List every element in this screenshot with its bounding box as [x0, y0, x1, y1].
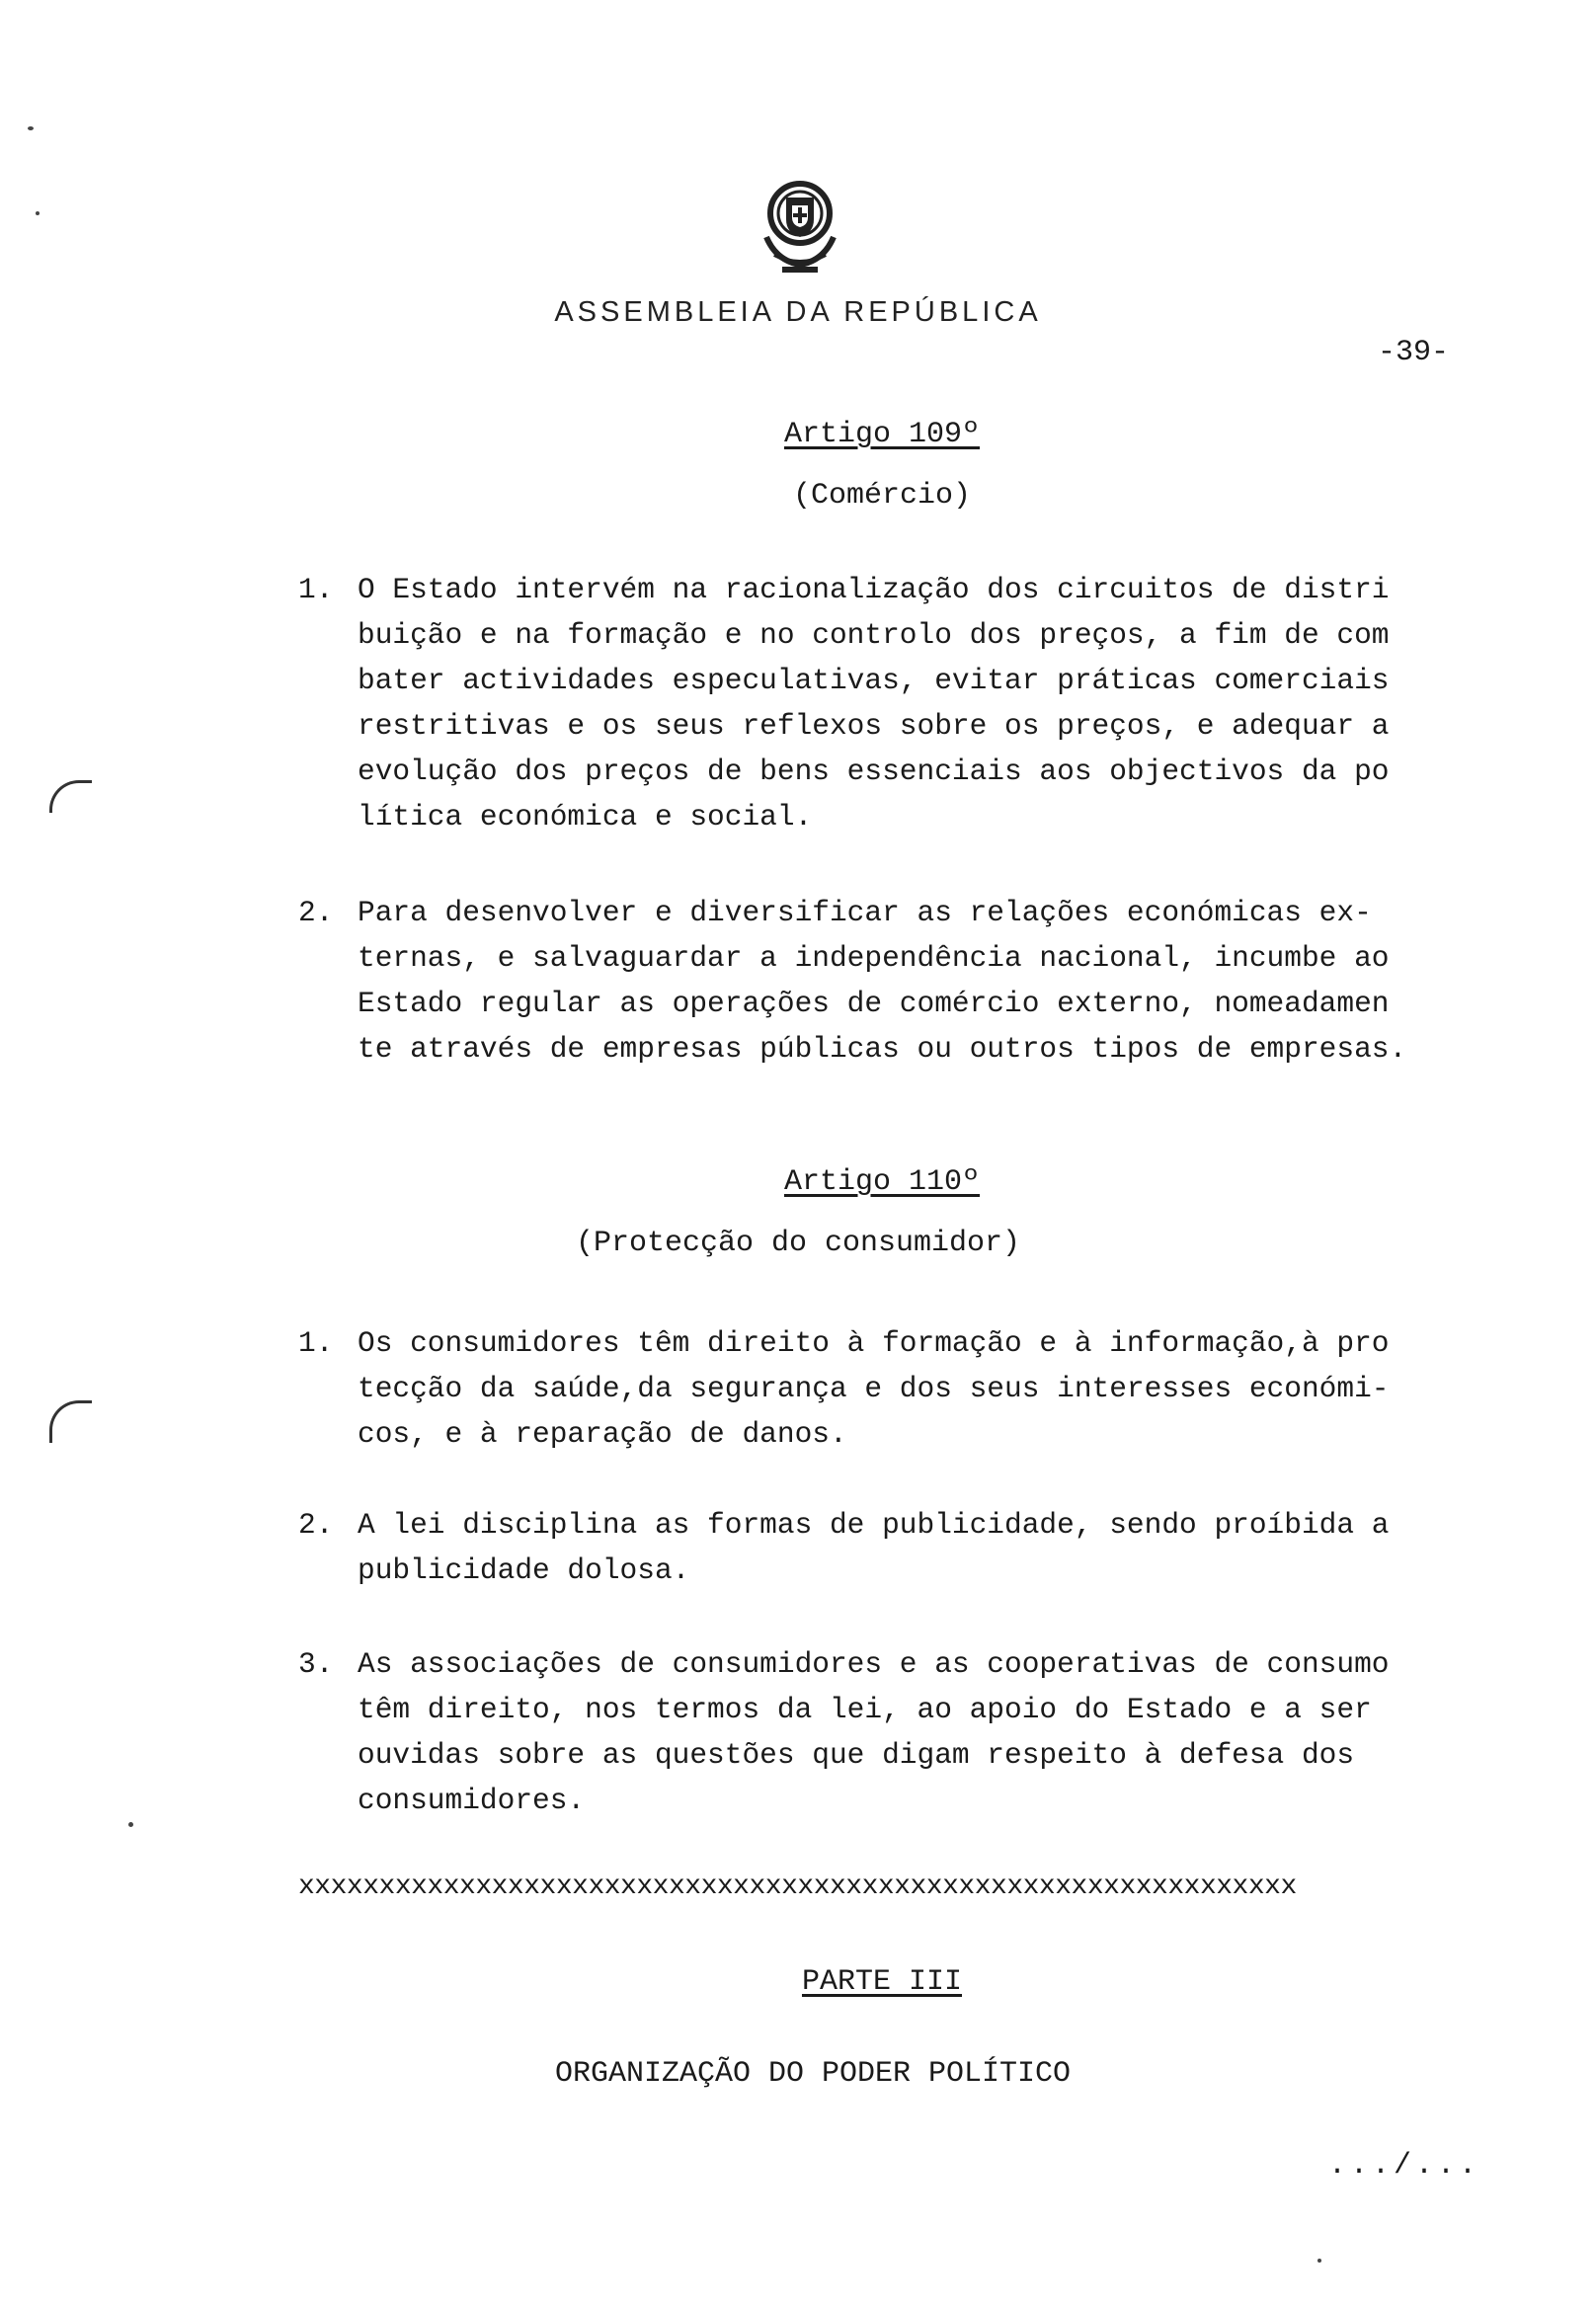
margin-bracket — [49, 1400, 92, 1443]
scan-speck — [1317, 2259, 1321, 2263]
paragraph-line: A lei disciplina as formas de publicidade, sendo proíbida a — [358, 1508, 1390, 1542]
paragraph-line: bater actividades especulativas, evitar práticas comerciais — [358, 664, 1390, 697]
part-title: PARTE III — [801, 1965, 963, 1999]
separator-line: xxxxxxxxxxxxxxxxxxxxxxxxxxxxxxxxxxxxxxxxxxxxxxxxxxxxxxxxxxxxxx — [298, 1871, 1297, 1902]
article-109-title: Artigo 109º — [783, 418, 981, 451]
article-109-subtitle: (Comércio) — [792, 479, 972, 513]
paragraph-line: têm direito, nos termos da lei, ao apoio do Estado e a ser — [358, 1693, 1372, 1726]
article-109-paragraph-1: 1. O Estado intervém na racionalização dos circuitos de distri buição e na formação e no controlo dos preços, a fim de com bater actividades especulativas, evitar práticas comerciais restritivas e os seus reflexos sobre os preços, e adequar a evolução dos preços de bens essenciais aos objectivos da po lítica económica e social. — [298, 567, 1483, 839]
continuation-mark: .../... — [1328, 2149, 1481, 2183]
paragraph-line: consumidores. — [358, 1784, 586, 1817]
scan-speck — [28, 126, 34, 130]
paragraph-line: restritivas e os seus reflexos sobre os preços, e adequar a — [358, 709, 1390, 743]
part-subtitle: ORGANIZAÇÃO DO PODER POLÍTICO — [554, 2057, 1072, 2091]
armillary-shield-icon — [753, 176, 847, 282]
paragraph-line: cos, e à reparação de danos. — [358, 1417, 847, 1451]
paragraph-line: evolução dos preços de bens essenciais aos objectivos da po — [358, 755, 1390, 788]
coat-of-arms-emblem — [753, 176, 847, 282]
institution-name: ASSEMBLEIA DA REPÚBLICA — [554, 296, 1042, 328]
paragraph-line: lítica económica e social. — [358, 800, 813, 834]
paragraph-line: publicidade dolosa. — [358, 1553, 690, 1587]
article-110-paragraph-3: 3. As associações de consumidores e as cooperativas de consumo têm direito, nos termos da lei, ao apoio do Estado e a ser ouvidas sobre as questões que digam respeito à defesa dos consumidores. — [298, 1641, 1483, 1823]
paragraph-line: Para desenvolver e diversificar as relações económicas ex- — [358, 896, 1372, 929]
paragraph-line: tecção da saúde,da segurança e dos seus interesses económi- — [358, 1372, 1390, 1405]
article-110-title: Artigo 110º — [783, 1165, 981, 1199]
paragraph-line: O Estado intervém na racionalização dos circuitos de distri — [358, 573, 1390, 606]
scan-speck — [36, 211, 40, 215]
paragraph-line: As associações de consumidores e as cooperativas de consumo — [358, 1647, 1390, 1681]
paragraph-line: buição e na formação e no controlo dos preços, a fim de com — [358, 618, 1390, 652]
page-number: -39- — [1378, 336, 1450, 369]
paragraph-line: ouvidas sobre as questões que digam respeito à defesa dos — [358, 1738, 1355, 1772]
paragraph-line: te através de empresas públicas ou outros tipos de empresas. — [358, 1032, 1407, 1066]
paragraph-line: Estado regular as operações de comércio externo, nomeadamen — [358, 987, 1390, 1020]
article-110-subtitle: (Protecção do consumidor) — [575, 1227, 1021, 1260]
article-110-paragraph-1: 1. Os consumidores têm direito à formação e à informação,à pro tecção da saúde,da segurança e dos seus interesses económi- cos, e à reparação de danos. — [298, 1320, 1483, 1457]
scan-speck — [128, 1822, 133, 1827]
article-110-paragraph-2: 2. A lei disciplina as formas de publicidade, sendo proíbida a publicidade dolosa. — [298, 1502, 1483, 1593]
paragraph-line: Os consumidores têm direito à formação e à informação,à pro — [358, 1326, 1390, 1360]
article-109-paragraph-2: 2. Para desenvolver e diversificar as relações económicas ex- ternas, e salvaguardar a independência nacional, incumbe ao Estado regular as operações de comércio externo, nomeadamen te através de empresas públicas ou outros tipos de empresas. — [298, 890, 1483, 1072]
paragraph-line: ternas, e salvaguardar a independência nacional, incumbe ao — [358, 941, 1390, 975]
margin-bracket — [49, 780, 92, 813]
